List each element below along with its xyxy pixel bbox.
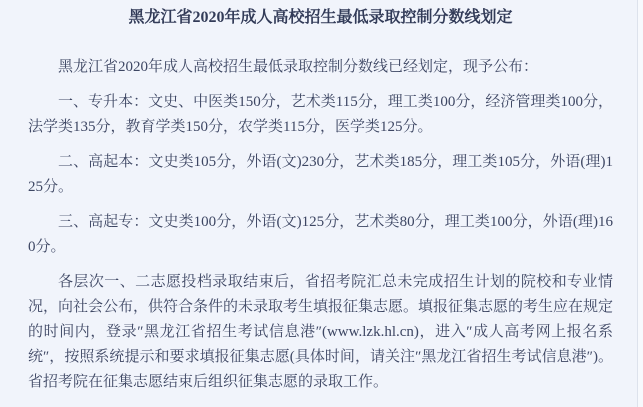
paragraph-zhuanshengben-scores: 一、专升本：文史、中医类150分，艺术类115分，理工类100分，经济管理类100分，法学类135分，教育学类150分，农学类115分，医学类125分。 <box>28 94 613 135</box>
intro-paragraph: 黑龙江省2020年成人高校招生最低录取控制分数线已经划定，现予公布： <box>58 59 539 75</box>
right-edge-divider <box>637 0 643 407</box>
paragraph-gaoqiben-scores: 二、高起本：文史类105分，外语(文)230分，艺术类185分，理工类105分，外语(理)125分。 <box>28 154 613 195</box>
page-title: 黑龙江省2020年成人高校招生最低录取控制分数线划定 <box>128 9 513 26</box>
paragraph-gaoqizhuan-scores: 三、高起专：文史类100分，外语(文)125分，艺术类80分，理工类100分，外语(理)160分。 <box>28 214 613 255</box>
paragraph-volunteer-collection: 各层次一、二志愿投档录取结束后，省招考院汇总未完成招生计划的院校和专业情况，向社会公布，供符合条件的未录取考生填报征集志愿。填报征集志愿的考生应在规定的时间内，登录″黑龙江省招生考试信息港″(www.lzk.hl.cn)，进入″成人高考网上报名系统″，按照系统提示和要求填报征集志愿(具体时间，请关注″黑龙江省招生考试信息港″)。省招考院在征集志愿结束后组织征集志愿的录取工作。 <box>28 274 614 390</box>
